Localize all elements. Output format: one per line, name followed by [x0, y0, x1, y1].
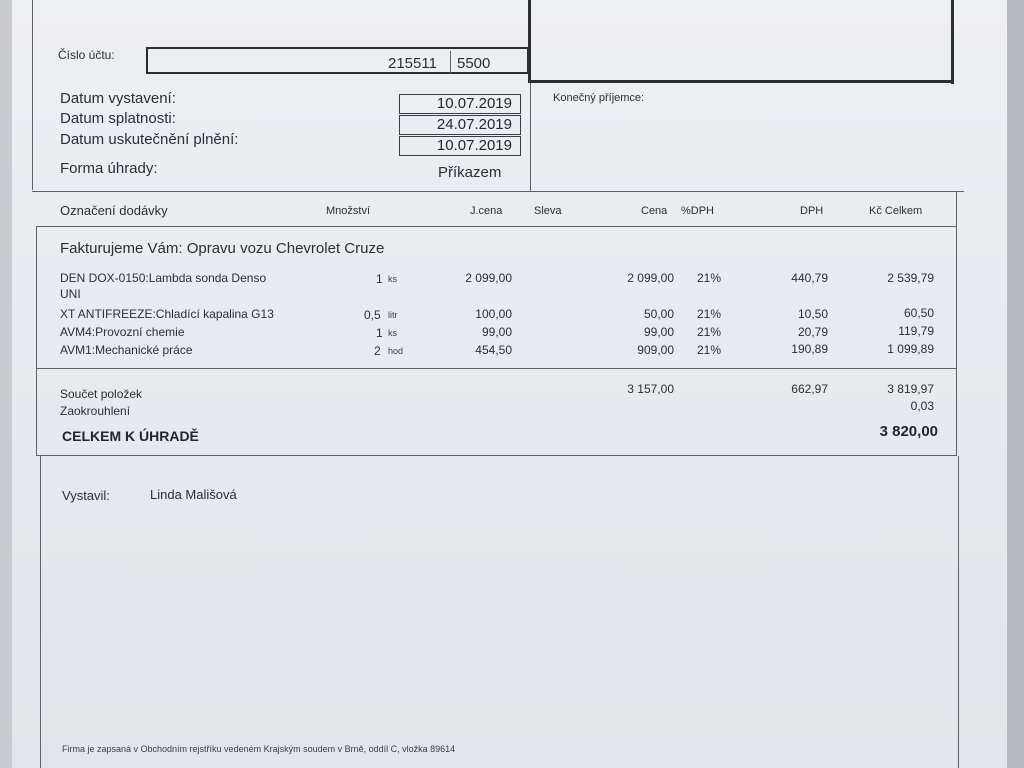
summary-bottom-rule — [36, 455, 956, 456]
rounding-value: 0,03 — [910, 399, 934, 413]
col-vat-header: DPH — [800, 205, 824, 217]
row-item-name-cont: UNI — [60, 287, 81, 301]
row-unit-price: 99,00 — [481, 325, 512, 339]
header-bottom-border — [528, 80, 954, 83]
row-unit: ks — [388, 328, 397, 338]
registry-note: Firma je zapsaná v Obchodním rejstříku vedeném Krajským soudem v Brně, oddíl C, vložka 89614 — [62, 744, 456, 754]
account-separator — [450, 51, 451, 73]
invoice-intro: Fakturujeme Vám: Opravu vozu Chevrolet Cruze — [60, 240, 385, 257]
row-unit: hod — [388, 346, 404, 356]
row-unit-price: 2 099,00 — [465, 271, 512, 285]
sum-vat: 662,97 — [791, 382, 828, 396]
col-unit-price-header: J.cena — [470, 205, 503, 217]
row-price: 909,00 — [637, 343, 674, 357]
sum-price: 3 157,00 — [627, 382, 674, 396]
row-total: 60,50 — [903, 306, 934, 320]
account-number: 215511 — [388, 55, 437, 72]
lower-right-border — [958, 456, 959, 768]
row-vat: 440,79 — [791, 271, 828, 285]
row-item-name: AVM1:Mechanické práce — [60, 343, 193, 357]
payment-method-value: Příkazem — [438, 164, 502, 181]
row-unit: ks — [388, 274, 397, 284]
recipient-label: Konečný příjemce: — [553, 92, 645, 104]
row-vat: 190,89 — [791, 342, 828, 356]
row-qty: 2 — [374, 344, 381, 358]
total-due-value: 3 820,00 — [879, 423, 938, 440]
table-header-rule — [36, 226, 956, 227]
row-total: 119,79 — [898, 324, 934, 338]
row-unit-price: 454,50 — [475, 343, 512, 357]
sum-label: Součet položek — [60, 387, 143, 401]
row-vat-pct: 21% — [697, 307, 722, 321]
row-vat: 20,79 — [797, 325, 828, 339]
rounding-label: Zaokrouhlení — [60, 404, 131, 418]
supply-date-value: 10.07.2019 — [399, 136, 521, 156]
lower-left-border — [40, 456, 41, 768]
row-vat-pct: 21% — [697, 325, 722, 339]
table-right-border — [956, 192, 957, 456]
row-price: 50,00 — [643, 307, 674, 321]
bank-code: 5500 — [457, 55, 491, 72]
row-item-name: AVM4:Provozní chemie — [60, 325, 185, 339]
row-item-name: DEN DOX-0150:Lambda sonda Denso — [60, 271, 267, 285]
issuer-name: Linda Mališová — [150, 487, 237, 502]
col-discount-header: Sleva — [534, 205, 562, 217]
table-left-border — [36, 226, 37, 456]
payment-method-label: Forma úhrady: — [60, 160, 158, 177]
issued-date-value: 10.07.2019 — [399, 94, 521, 114]
account-label: Číslo účtu: — [58, 48, 115, 62]
row-item-name: XT ANTIFREEZE:Chladící kapalina G13 — [60, 307, 274, 321]
supply-date-label: Datum uskutečnění plnění: — [60, 131, 239, 148]
col-price-header: Cena — [641, 205, 668, 217]
header-right-border — [951, 0, 954, 84]
col-qty-header: Množství — [326, 205, 371, 217]
row-price: 99,00 — [643, 325, 674, 339]
due-date-label: Datum splatnosti: — [60, 110, 176, 127]
summary-top-rule — [36, 368, 956, 369]
row-unit: litr — [388, 310, 398, 320]
row-vat-pct: 21% — [697, 271, 722, 285]
sum-total: 3 819,97 — [887, 382, 934, 396]
due-date-value: 24.07.2019 — [399, 115, 521, 135]
row-qty: 1 — [376, 326, 383, 340]
total-due-label: CELKEM K ÚHRADĚ — [62, 428, 199, 444]
col-vat-pct-header: %DPH — [681, 205, 715, 217]
background-surface — [1007, 0, 1024, 768]
row-vat: 10,50 — [797, 307, 828, 321]
row-vat-pct: 21% — [697, 343, 722, 357]
issuer-label: Vystavil: — [62, 488, 110, 503]
row-total: 2 539,79 — [887, 271, 934, 285]
row-unit-price: 100,00 — [475, 307, 512, 321]
row-total: 1 099,89 — [887, 342, 934, 356]
table-top-rule — [32, 191, 964, 192]
col-total-header: Kč Celkem — [869, 205, 923, 217]
row-qty: 0,5 — [364, 308, 381, 322]
row-qty: 1 — [376, 272, 383, 286]
recipient-left-border — [530, 83, 531, 191]
col-item-header: Označení dodávky — [60, 203, 168, 218]
left-border-top — [32, 0, 33, 190]
issued-date-label: Datum vystavení: — [60, 90, 176, 107]
row-price: 2 099,00 — [627, 271, 674, 285]
